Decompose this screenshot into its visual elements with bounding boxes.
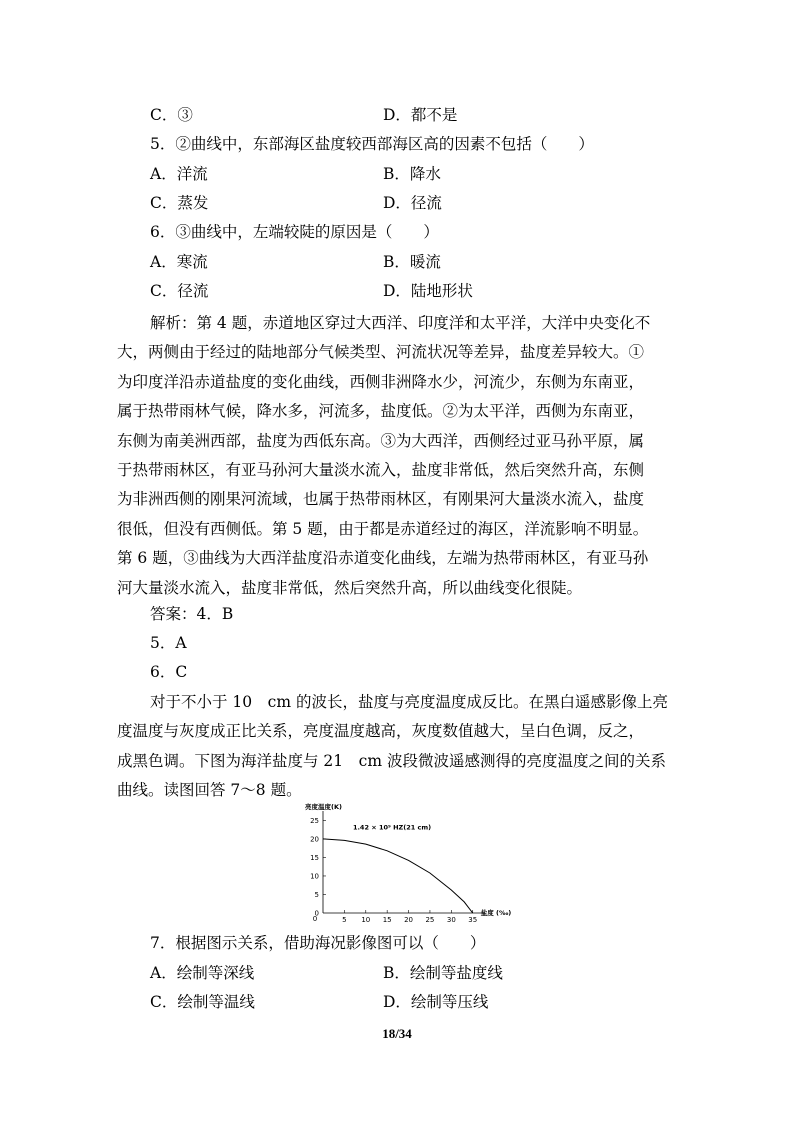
analysis-line: 为印度洋沿赤道盐度的变化曲线，西侧非洲降水少，河流少，东侧为东南亚， bbox=[117, 372, 645, 391]
q6-option-a: A．寒流 bbox=[150, 253, 208, 271]
q5-stem: 5．②曲线中，东部海区盐度较西部海区高的因素不包括（ ） bbox=[150, 135, 594, 153]
y-tick-label: 0 bbox=[314, 909, 319, 918]
intro-line: 度温度与灰度成正比关系，亮度温度越高，灰度数值越大，呈白色调，反之， bbox=[117, 722, 645, 741]
intro-line: 对于不小于 10 cm 的波长，盐度与亮度温度成反比。在黑白遥感影像上亮 bbox=[150, 693, 668, 711]
q7-option-d: D．绘制等压线 bbox=[383, 993, 489, 1011]
q6-option-d: D．陆地形状 bbox=[383, 282, 473, 300]
answer-4: 答案：4．B bbox=[150, 605, 234, 623]
intro-line: 曲线。读图回答 7～8 题。 bbox=[117, 781, 302, 800]
analysis-line: 大，两侧由于经过的陆地部分气候类型、河流状况等差异，盐度差异较大。① bbox=[117, 343, 645, 362]
x-tick-label: 20 bbox=[404, 916, 414, 924]
analysis-line: 解析：第 4 题，赤道地区穿过大西洋、印度洋和太平洋，大洋中央变化不 bbox=[150, 314, 651, 332]
y-tick-label: 20 bbox=[310, 835, 319, 844]
analysis-line: 第 6 题，③曲线为大西洋盐度沿赤道变化曲线，左端为热带雨林区，有亚马孙 bbox=[117, 549, 649, 568]
intro-line: 成黑色调。下图为海洋盐度与 21 cm 波段微波遥感测得的亮度温度之间的关系 bbox=[117, 751, 666, 770]
x-tick-label: 30 bbox=[446, 916, 456, 924]
y-tick-label: 25 bbox=[310, 816, 319, 825]
x-tick-label: 35 bbox=[468, 916, 478, 924]
y-tick-label: 10 bbox=[310, 872, 319, 881]
analysis-paragraph bbox=[117, 309, 677, 603]
analysis-line: 东侧为南美洲西部，盐度为西低东高。③为大西洋，西侧经过亚马孙平原，属 bbox=[117, 431, 645, 450]
q4-option-d: D．都不是 bbox=[383, 106, 458, 124]
q4-option-c: C．③ bbox=[150, 106, 193, 124]
analysis-line: 为非洲西侧的刚果河流域，也属于热带雨林区，有刚果河大量淡水流入，盐度 bbox=[117, 490, 645, 509]
q5-option-a: A．洋流 bbox=[150, 165, 208, 183]
chart-annotation: 1.42 × 10⁹ HZ(21 cm) bbox=[352, 823, 432, 832]
analysis-line: 很低，但没有西侧低。第 5 题，由于都是赤道经过的海区，洋流影响不明显。 bbox=[117, 519, 649, 538]
q7-option-a: A．绘制等深线 bbox=[150, 964, 255, 982]
q6-option-c: C．径流 bbox=[150, 282, 209, 300]
y-axis-title: 亮度温度(K) bbox=[305, 803, 342, 811]
intro-paragraph bbox=[117, 688, 677, 806]
q7-option-b: B．绘制等盐度线 bbox=[383, 964, 503, 982]
q7-stem: 7．根据图示关系，借助海况影像图可以（ ） bbox=[150, 934, 486, 952]
y-tick-label: 5 bbox=[314, 890, 319, 899]
x-tick-label: 10 bbox=[361, 916, 371, 924]
brightness-curve bbox=[323, 839, 473, 913]
q5-option-c: C．蒸发 bbox=[150, 194, 209, 212]
q7-option-c: C．绘制等温线 bbox=[150, 993, 255, 1011]
page-number: 18/34 bbox=[382, 1026, 412, 1041]
y-tick-label: 15 bbox=[310, 853, 319, 862]
answer-6: 6．C bbox=[150, 663, 188, 681]
x-axis-title: 盐度 (‰) bbox=[480, 909, 512, 917]
q5-option-d: D．径流 bbox=[383, 194, 442, 212]
analysis-line: 河大量淡水流入，盐度非常低，然后突然升高，所以曲线变化很陡。 bbox=[117, 578, 583, 597]
analysis-line: 于热带雨林区，有亚马孙河大量淡水流入，盐度非常低，然后突然升高，东侧 bbox=[117, 461, 645, 480]
q6-stem: 6．③曲线中，左端较陡的原因是（ ） bbox=[150, 223, 439, 241]
answer-5: 5．A bbox=[150, 634, 187, 652]
origin-label: 0 bbox=[312, 915, 318, 923]
q6-option-b: B．暖流 bbox=[383, 253, 441, 271]
x-tick-label: 5 bbox=[342, 916, 347, 924]
salinity-brightness-chart bbox=[295, 803, 512, 924]
q5-option-b: B．降水 bbox=[383, 165, 441, 183]
x-tick-label: 15 bbox=[382, 916, 392, 924]
analysis-line: 属于热带雨林气候，降水多，河流多，盐度低。②为太平洋，西侧为东南亚， bbox=[117, 402, 645, 421]
x-tick-label: 25 bbox=[425, 916, 435, 924]
